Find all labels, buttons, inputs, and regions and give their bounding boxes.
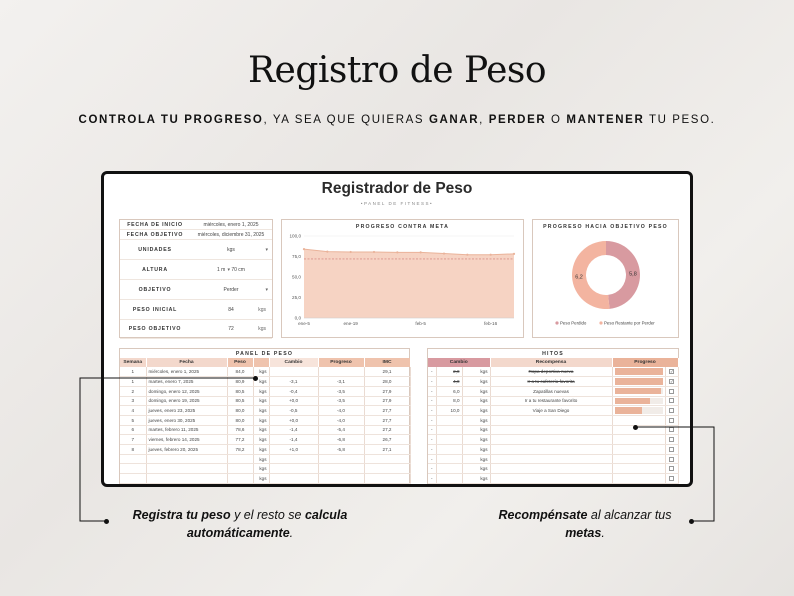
- table-cell: +1,0: [269, 445, 318, 455]
- progress-fill: [615, 407, 643, 414]
- milestone-check-cell: [665, 406, 678, 416]
- progress-chart-panel: [281, 219, 524, 338]
- progress-line-chart: [282, 232, 523, 337]
- table-cell: kgs: [253, 367, 269, 377]
- table-cell[interactable]: 80,5: [227, 396, 253, 406]
- milestone-value[interactable]: [436, 415, 462, 425]
- setting-unit: kgs: [258, 306, 266, 313]
- table-cell[interactable]: miércoles, enero 1, 2025: [146, 367, 227, 377]
- table-cell: 27,9: [364, 396, 410, 406]
- progress-track: [615, 368, 663, 375]
- milestone-row: [428, 454, 678, 464]
- checkbox[interactable]: [669, 466, 674, 471]
- callout-dot-right: [633, 425, 638, 430]
- table-cell[interactable]: martes, enero 7, 2025: [146, 377, 227, 387]
- table-cell[interactable]: 80,0: [227, 406, 253, 416]
- table-cell: -1,4: [269, 425, 318, 435]
- table-cell: 1: [120, 367, 146, 377]
- milestone-progress: [612, 435, 665, 445]
- setting-value-text: miércoles, diciembre 31, 2025: [197, 231, 265, 238]
- setting-row[interactable]: [120, 240, 272, 260]
- table-cell[interactable]: 80,5: [227, 386, 253, 396]
- table-cell[interactable]: [146, 474, 227, 484]
- setting-value-text: 72: [228, 326, 234, 332]
- weight-point: [443, 252, 445, 254]
- milestone-progress: [612, 425, 665, 435]
- milestone-unit: kgs: [462, 415, 490, 425]
- column-header: IMC: [364, 358, 410, 367]
- setting-label: OBJETIVO: [138, 286, 172, 293]
- milestone-reward[interactable]: Viaje a San Diego: [490, 406, 612, 416]
- table-cell[interactable]: 80,9: [227, 377, 253, 387]
- table-cell: [318, 454, 364, 464]
- table-row: [120, 445, 410, 455]
- column-header: Semana: [120, 358, 146, 367]
- table-cell: [364, 454, 410, 464]
- table-cell: 8: [120, 445, 146, 455]
- milestone-row: [428, 377, 678, 387]
- table-cell: kgs: [253, 435, 269, 445]
- setting-value-text: 84: [228, 306, 234, 313]
- setting-value-text: kgs: [227, 246, 235, 253]
- milestone-row: [428, 445, 678, 455]
- table-row: [120, 377, 410, 387]
- table-cell: kgs: [253, 386, 269, 396]
- weight-point: [513, 253, 515, 255]
- setting-row[interactable]: [120, 300, 272, 320]
- callout-dot-left-end: [104, 519, 109, 524]
- table-cell: kgs: [253, 396, 269, 406]
- table-cell[interactable]: [227, 474, 253, 484]
- table-row: [120, 425, 410, 435]
- column-header: Progreso: [318, 358, 364, 367]
- milestone-value[interactable]: [436, 464, 462, 474]
- milestone-sign: -: [428, 454, 436, 464]
- table-cell: 27,7: [364, 415, 410, 425]
- table-cell: 29,1: [364, 367, 410, 377]
- checkbox[interactable]: [669, 437, 674, 442]
- milestone-progress: [612, 386, 665, 396]
- milestone-row: [428, 435, 678, 445]
- milestone-row: [428, 464, 678, 474]
- milestone-check-cell: [665, 445, 678, 455]
- setting-label: FECHA OBJETIVO: [126, 231, 184, 238]
- milestone-progress: [612, 377, 665, 387]
- table-cell: 5: [120, 415, 146, 425]
- milestone-progress: [612, 367, 665, 377]
- table-row: [120, 454, 410, 464]
- table-cell[interactable]: domingo, enero 19, 2025: [146, 396, 227, 406]
- milestone-value[interactable]: [436, 435, 462, 445]
- chevron-down-icon: ▾: [265, 246, 268, 253]
- milestones-table: [428, 358, 679, 484]
- table-cell[interactable]: martes, febrero 11, 2025: [146, 425, 227, 435]
- milestone-row: [428, 386, 678, 396]
- legend-marker: [599, 321, 602, 324]
- setting-row[interactable]: [120, 220, 272, 230]
- spreadsheet-screenshot: [101, 171, 693, 487]
- milestone-value[interactable]: 10,0: [436, 406, 462, 416]
- milestone-progress: [612, 396, 665, 406]
- setting-label: UNIDADES: [138, 246, 172, 253]
- milestone-check-cell: [665, 367, 678, 377]
- table-cell: 27,9: [364, 386, 410, 396]
- legend-label: Peso Perdido: [560, 320, 587, 326]
- milestone-value[interactable]: 2,0: [436, 367, 462, 377]
- table-cell: [318, 367, 364, 377]
- weight-point: [326, 251, 328, 253]
- table-cell: kgs: [253, 474, 269, 484]
- checkbox[interactable]: [669, 418, 674, 423]
- milestone-unit: kgs: [462, 474, 490, 484]
- milestone-value[interactable]: 6,0: [436, 386, 462, 396]
- milestone-sign: -: [428, 406, 436, 416]
- column-header: Fecha: [146, 358, 227, 367]
- table-row: [120, 396, 410, 406]
- y-tick-label: 25,0: [292, 295, 301, 301]
- table-cell: -3,5: [318, 396, 364, 406]
- table-cell: 2: [120, 386, 146, 396]
- progress-chart-title: PROGRESO CONTRA META: [355, 224, 450, 230]
- weight-point: [466, 254, 468, 256]
- milestone-progress: [612, 464, 665, 474]
- table-row: [120, 464, 410, 474]
- setting-row[interactable]: [120, 320, 272, 339]
- milestone-reward[interactable]: [490, 464, 612, 474]
- checkbox[interactable]: [669, 398, 674, 403]
- x-tick-label: feb-5: [415, 321, 426, 326]
- legend-marker: [555, 321, 558, 324]
- table-cell: +0,0: [269, 396, 318, 406]
- milestone-progress: [612, 415, 665, 425]
- donut-value-label: 6,2: [575, 274, 583, 281]
- milestone-progress: [612, 406, 665, 416]
- sheet-subtitle: •PANEL DE FITNESS•: [360, 201, 434, 206]
- progress-fill: [615, 368, 663, 375]
- milestone-check-cell: [665, 386, 678, 396]
- milestone-unit: kgs: [462, 454, 490, 464]
- milestone-check-cell: [665, 425, 678, 435]
- donut-value-label: 5,8: [629, 271, 637, 278]
- table-cell: 27,7: [364, 406, 410, 416]
- table-cell: kgs: [253, 445, 269, 455]
- setting-value[interactable]: [190, 247, 272, 253]
- sheet-title: Registrador de Peso: [321, 180, 473, 197]
- milestone-unit: kgs: [462, 435, 490, 445]
- milestone-sign: -: [428, 474, 436, 484]
- chevron-down-icon: ▾: [265, 286, 268, 293]
- table-cell[interactable]: [227, 464, 253, 474]
- milestone-row: [428, 425, 678, 435]
- table-cell: [318, 474, 364, 484]
- milestone-value[interactable]: 4,0: [436, 377, 462, 387]
- table-cell: [269, 474, 318, 484]
- checkbox[interactable]: ✓: [670, 379, 674, 385]
- setting-value[interactable]: [190, 326, 272, 332]
- table-cell: -3,1: [318, 377, 364, 387]
- table-cell: [364, 464, 410, 474]
- progress-track: [615, 407, 663, 414]
- table-cell: -3,1: [269, 377, 318, 387]
- weight-point: [396, 251, 398, 253]
- milestone-progress: [612, 474, 665, 484]
- column-header: Cambio: [269, 358, 318, 367]
- milestone-row: [428, 415, 678, 425]
- milestone-progress: [612, 445, 665, 455]
- table-row: [120, 415, 410, 425]
- y-tick-label: 100,0: [289, 233, 301, 239]
- checkbox[interactable]: [669, 427, 674, 432]
- table-cell: kgs: [253, 425, 269, 435]
- table-cell: -3,5: [318, 386, 364, 396]
- milestone-value[interactable]: [436, 425, 462, 435]
- table-cell: 27,1: [364, 445, 410, 455]
- table-row: [120, 435, 410, 445]
- table-row: [120, 474, 410, 484]
- milestone-reward[interactable]: Ropa deportiva nueva: [490, 367, 612, 377]
- weight-panel: [119, 348, 410, 487]
- table-cell[interactable]: 77,2: [227, 435, 253, 445]
- milestone-reward[interactable]: [490, 445, 612, 455]
- table-row: [120, 367, 410, 377]
- weight-point: [490, 254, 492, 256]
- table-cell: 3: [120, 396, 146, 406]
- setting-value[interactable]: [190, 307, 272, 313]
- weight-table: [120, 358, 411, 484]
- milestone-sign: -: [428, 464, 436, 474]
- setting-label: FECHA DE INICIO: [127, 221, 183, 228]
- table-row: [120, 386, 410, 396]
- milestone-reward[interactable]: [490, 474, 612, 484]
- progress-track: [615, 388, 663, 395]
- milestone-row: [428, 396, 678, 406]
- milestone-check-cell: [665, 464, 678, 474]
- milestone-reward[interactable]: [490, 415, 612, 425]
- milestone-reward[interactable]: Ir a tu restaurante favorito: [490, 396, 612, 406]
- milestone-unit: kgs: [462, 367, 490, 377]
- y-tick-label: 50,0: [292, 274, 301, 280]
- table-cell: [364, 474, 410, 484]
- setting-value-secondary: 70 cm: [231, 266, 245, 273]
- y-tick-label: 0,0: [294, 315, 301, 321]
- table-cell[interactable]: 80,0: [227, 415, 253, 425]
- hero-title: Registro de Peso: [247, 50, 547, 91]
- milestone-row: [428, 367, 678, 377]
- progress-track: [615, 398, 663, 405]
- milestone-row: [428, 474, 678, 484]
- annotation-left: Registra tu peso y el resto se calcula automáticamente.: [132, 508, 348, 540]
- milestone-sign: -: [428, 445, 436, 455]
- milestone-value[interactable]: [436, 454, 462, 464]
- milestone-check-cell: [665, 474, 678, 484]
- callout-dot-left: [253, 376, 258, 381]
- table-cell: [269, 367, 318, 377]
- milestone-reward[interactable]: [490, 435, 612, 445]
- x-tick-label: ene-19: [343, 321, 358, 326]
- column-header: Cambio: [428, 358, 490, 367]
- table-cell: 4: [120, 406, 146, 416]
- milestone-sign: -: [428, 386, 436, 396]
- table-cell[interactable]: domingo, enero 12, 2025: [146, 386, 227, 396]
- table-cell[interactable]: [227, 454, 253, 464]
- goal-donut-chart: [533, 232, 678, 337]
- table-cell: -4,0: [318, 406, 364, 416]
- checkbox[interactable]: ✓: [670, 369, 674, 375]
- table-cell[interactable]: viernes, febrero 14, 2025: [146, 435, 227, 445]
- milestone-sign: -: [428, 367, 436, 377]
- milestone-unit: kgs: [462, 386, 490, 396]
- table-cell: -6,8: [318, 435, 364, 445]
- x-tick-label: ene-5: [298, 321, 310, 326]
- checkbox[interactable]: [669, 476, 674, 481]
- setting-value[interactable]: [190, 232, 272, 238]
- checkbox[interactable]: [669, 447, 674, 452]
- milestone-sign: -: [428, 425, 436, 435]
- table-cell: 7: [120, 435, 146, 445]
- setting-row[interactable]: [120, 280, 272, 300]
- milestone-unit: kgs: [462, 425, 490, 435]
- progress-fill: [615, 388, 662, 395]
- milestone-unit: kgs: [462, 396, 490, 406]
- setting-label: ALTURA: [142, 266, 168, 273]
- weight-point: [373, 251, 375, 253]
- milestone-sign: -: [428, 435, 436, 445]
- setting-value[interactable]: [190, 287, 272, 293]
- weight-area: [304, 249, 514, 318]
- table-cell[interactable]: 78,2: [227, 445, 253, 455]
- setting-value-text: miércoles, enero 1, 2025: [203, 221, 259, 228]
- table-cell: -0,4: [269, 386, 318, 396]
- milestone-value[interactable]: 8,0: [436, 396, 462, 406]
- table-cell: -5,4: [318, 425, 364, 435]
- milestone-progress: [612, 454, 665, 464]
- weight-point: [350, 251, 352, 253]
- annotation-right: Recompénsate al alcanzar tus metas.: [498, 508, 672, 540]
- checkbox[interactable]: [669, 389, 674, 394]
- table-cell: [120, 474, 146, 484]
- table-cell: 28,0: [364, 377, 410, 387]
- table-cell[interactable]: [146, 454, 227, 464]
- table-cell: kgs: [253, 464, 269, 474]
- weight-panel-title: PANEL DE PESO: [235, 351, 294, 357]
- table-cell: 26,7: [364, 435, 410, 445]
- progress-fill: [615, 378, 663, 385]
- setting-value-text: Perder: [223, 286, 239, 293]
- table-cell: 1: [120, 377, 146, 387]
- table-cell: 27,2: [364, 425, 410, 435]
- y-tick-label: 75,0: [292, 254, 301, 260]
- milestone-check-cell: [665, 415, 678, 425]
- milestone-unit: kgs: [462, 406, 490, 416]
- settings-panel: [119, 219, 273, 338]
- table-cell: [120, 454, 146, 464]
- milestone-value[interactable]: [436, 474, 462, 484]
- table-cell[interactable]: 84,0: [227, 367, 253, 377]
- table-cell: kgs: [253, 377, 269, 387]
- setting-label: PESO INICIAL: [132, 306, 178, 313]
- progress-fill: [615, 398, 650, 405]
- table-cell: kgs: [253, 406, 269, 416]
- table-cell: -0,5: [269, 406, 318, 416]
- table-cell[interactable]: jueves, febrero 20, 2025: [146, 445, 227, 455]
- setting-row[interactable]: [120, 230, 272, 240]
- milestone-unit: kgs: [462, 464, 490, 474]
- weight-point: [303, 248, 305, 250]
- setting-value[interactable]: [190, 222, 272, 228]
- milestone-unit: kgs: [462, 445, 490, 455]
- column-header: Progreso: [612, 358, 678, 367]
- milestone-reward[interactable]: Ir a tu cafetería favorita: [490, 377, 612, 387]
- setting-label: PESO OBJETIVO: [128, 326, 182, 332]
- chevron-down-icon: ▾: [227, 266, 230, 273]
- setting-row[interactable]: [120, 260, 272, 280]
- milestones-panel-title: HITOS: [542, 351, 564, 357]
- milestone-sign: -: [428, 396, 436, 406]
- milestone-reward[interactable]: Zapatillas nuevas: [490, 386, 612, 396]
- checkbox[interactable]: [669, 457, 674, 462]
- table-row: [120, 406, 410, 416]
- table-cell: [269, 454, 318, 464]
- table-cell: -1,4: [269, 435, 318, 445]
- milestone-check-cell: [665, 396, 678, 406]
- weight-point: [420, 251, 422, 253]
- table-cell: -5,8: [318, 445, 364, 455]
- progress-track: [615, 378, 663, 385]
- table-cell: +0,0: [269, 415, 318, 425]
- table-cell[interactable]: [146, 464, 227, 474]
- table-cell: kgs: [253, 415, 269, 425]
- donut-chart-title: PROGRESO HACIA OBJETIVO PESO: [543, 224, 668, 230]
- table-cell: kgs: [253, 454, 269, 464]
- column-header: Recompensa: [490, 358, 612, 367]
- milestone-sign: -: [428, 377, 436, 387]
- milestone-unit: kgs: [462, 377, 490, 387]
- milestone-check-cell: [665, 454, 678, 464]
- table-cell[interactable]: jueves, enero 23, 2025: [146, 406, 227, 416]
- table-cell[interactable]: 78,6: [227, 425, 253, 435]
- table-cell: -4,0: [318, 415, 364, 425]
- milestone-row: [428, 406, 678, 416]
- setting-value-text: 1 m: [217, 266, 226, 273]
- milestone-check-cell: [665, 377, 678, 387]
- x-tick-label: feb-16: [484, 321, 498, 326]
- column-header: [253, 358, 269, 367]
- checkbox[interactable]: [669, 408, 674, 413]
- table-cell: [318, 464, 364, 474]
- hero-subtitle: CONTROLA TU PROGRESO, YA SEA QUE QUIERAS GANAR, PERDER O MANTENER TU PESO.: [78, 114, 716, 126]
- milestone-value[interactable]: [436, 445, 462, 455]
- milestone-reward[interactable]: [490, 425, 612, 435]
- milestone-reward[interactable]: [490, 454, 612, 464]
- setting-unit: kgs: [258, 326, 266, 332]
- setting-value[interactable]: [190, 267, 272, 273]
- table-cell: [269, 464, 318, 474]
- column-header: Peso: [227, 358, 253, 367]
- milestone-sign: -: [428, 415, 436, 425]
- goal-donut-panel: [532, 219, 679, 338]
- milestones-panel: [427, 348, 679, 487]
- milestone-check-cell: [665, 435, 678, 445]
- legend-label: Peso Restante por Perder: [604, 320, 655, 326]
- table-cell: 6: [120, 425, 146, 435]
- table-cell: [120, 464, 146, 474]
- table-cell[interactable]: jueves, enero 30, 2025: [146, 415, 227, 425]
